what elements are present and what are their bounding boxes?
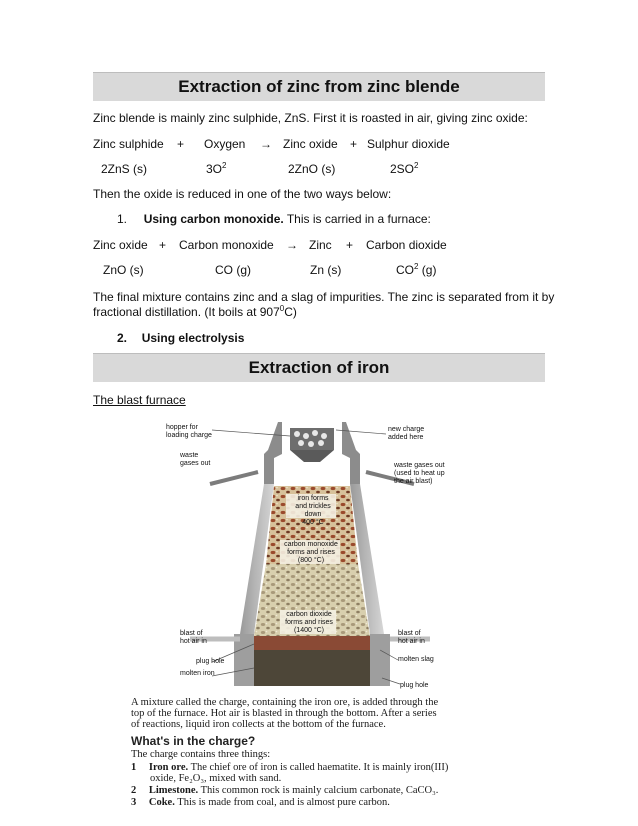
reduce-text: Then the oxide is reduced in one of the two ways below: [93,187,392,201]
eq2-product-d: Carbon dioxide [366,238,447,252]
eq1-plus-1: + [177,137,185,151]
method-2-number: 2. [117,331,128,345]
charge-intro: The charge contains three things: [131,749,271,760]
eq1-formula-b: $3O^2$ [206,161,227,176]
iron-title-banner [93,353,545,382]
label-plug-right: plug hole [400,682,429,689]
eq1-reactant-b: Oxygen [204,137,246,151]
label-waste-left: waste gases out [180,452,211,467]
eq1-product-c: Zinc oxide [283,137,338,151]
eq1-formula-d: $2SO^2$ [390,161,419,176]
zinc-title: Extraction of zinc from zinc blende [178,77,460,96]
eq2-product-c: Zinc [309,238,332,252]
hopper [264,422,282,484]
charge-item-1-cont: oxide, Fe₂O₃, mixed with sand. [150,773,282,784]
charge-heading: What's in the charge? [131,734,256,748]
eq2-plus-2: + [346,238,354,252]
eq1-formula-a: 2ZnS (s) [101,162,148,176]
zinc-intro: Zinc blende is mainly zinc sulphide, ZnS. First it is roasted in air, giving zinc oxide: [93,111,528,125]
eq2-reactant-b: Carbon monoxide [179,238,274,252]
label-plug-left: plug hole [196,658,225,665]
method-1 [117,212,431,227]
method-2 [117,331,244,346]
charge-item-3: 3 Coke. This is made from coal, and is almost pure carbon. [131,797,390,808]
eq1-plus-2: + [350,137,358,151]
molten-iron-layer [254,650,370,686]
eq2-formula-b: CO (g) [215,263,251,277]
final-mixture-line-1: The final mixture contains zinc and a slag of impurities. The zinc is separated from it by [93,290,555,304]
label-co-forms: carbon monoxide forms and rises (800 °C) [284,541,338,564]
method-1-number: 1. [117,212,128,226]
eq2-reactant-a: Zinc oxide [93,238,148,252]
iron-title: Extraction of iron [248,358,390,377]
caption-line-1: A mixture called the charge, containing the iron ore, is added through the [131,697,439,708]
caption-line-3: of reactions, liquid iron collects at the bottom of the furnace. [131,719,386,730]
eq2-formula-d: $CO^2$ (g) [396,262,437,277]
eq1-formula-c: 2ZnO (s) [288,162,336,176]
eq1-product-d: Sulphur dioxide [367,137,450,151]
method-2-title: Using electrolysis [141,331,245,345]
label-new-charge: new charge added here [388,426,425,441]
eq1-reactant-a: Zinc sulphide [93,137,164,151]
label-blast-left: blast of hot air in [180,630,207,645]
charge-item-1: 1 Iron ore. The chief ore of iron is called haematite. It is mainly iron(III) [131,762,449,773]
label-co2-forms: carbon dioxide forms and rises (1400 °C) [285,611,333,634]
label-hopper: hopper for loading charge [166,424,212,439]
eq2-formula-c: Zn (s) [310,263,342,277]
label-iron-forms: iron forms and trickles down 400 °C [295,495,331,526]
molten-slag-layer [254,636,370,650]
label-molten-iron: molten iron [180,670,215,677]
eq1-arrow-icon: → [260,137,272,151]
method-1-text: This is carried in a furnace: [283,212,431,226]
figure-caption [131,697,438,730]
eq2-arrow-icon: → [286,238,298,252]
caption-line-2: top of the furnace. Hot air is blasted in through the bottom. After a series [131,708,437,719]
zinc-title-banner [93,72,545,101]
label-waste-right: waste gases out (used to heat up the air blast) [394,462,445,485]
label-molten-slag: molten slag [398,656,434,663]
eq2-formula-a: ZnO (s) [103,263,144,277]
final-mixture-line-2: fractional distillation. (It boils at $907^0C$) [93,304,297,319]
method-1-title: Using carbon monoxide. [143,212,284,226]
charge-item-2: 2 Limestone. This common rock is mainly calcium carbonate, CaCO₃. [131,785,439,796]
blast-furnace-subtitle: The blast furnace [93,393,186,407]
eq2-plus-1: + [159,238,167,252]
label-blast-right: blast of hot air in [398,630,425,645]
